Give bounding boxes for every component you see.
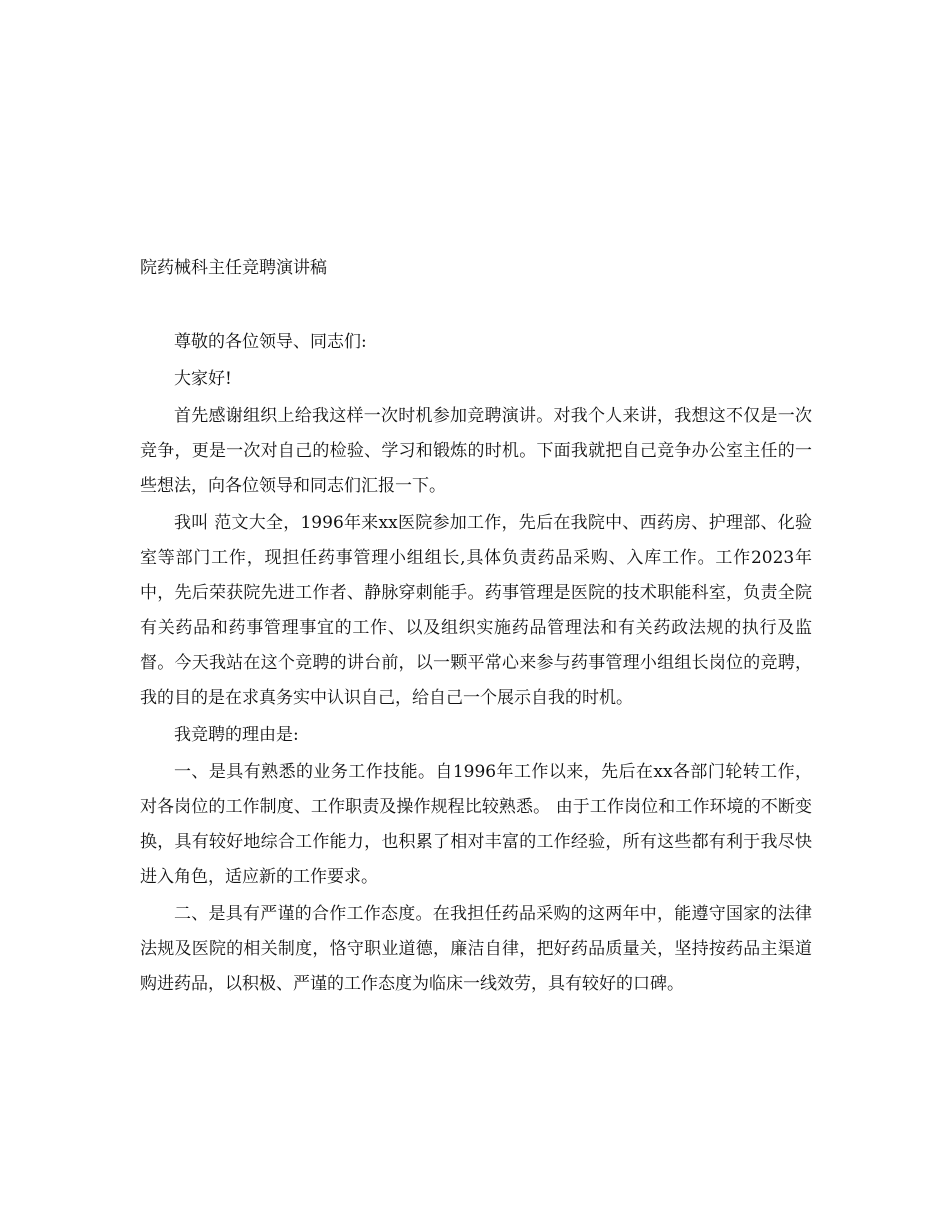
paragraph-greeting: 大家好! xyxy=(174,369,232,389)
paragraph-intro: 首先感谢组织上给我这样一次时机参加竞聘演讲。对我个人来讲，我想这不仅是一次竞争，更是一次对自己的检验、学习和锻炼的时机。下面我就把自己竞争办公室主任的一些想法，向各位领导和同志们汇报一下。 xyxy=(140,406,812,496)
paragraph-reason-two: 二、是具有严谨的合作工作态度。在我担任药品采购的这两年中，能遵守国家的法律法规及医院的相关制度，恪守职业道德，廉洁自律，把好药品质量关，坚持按药品主渠道购进药品，以积极、严谨的工作态度为临床一线效劳，具有较好的口碑。 xyxy=(140,904,812,994)
document-body xyxy=(140,325,812,1004)
paragraph-salutation: 尊敬的各位领导、同志们: xyxy=(174,332,367,352)
document-title: 院药械科主任竞聘演讲稿 xyxy=(140,258,327,278)
paragraph-reasons-heading: 我竞聘的理由是: xyxy=(174,725,299,745)
paragraph-self-introduction: 我叫 范文大全，1996年来xx医院参加工作，先后在我院中、西药房、护理部、化验室等部门工作，现担任药事管理小组组长,具体负责药品采购、入库工作。工作2023年中，先后荣获院先进工作者、静脉穿刺能手。药事管理是医院的技术职能科室，负责全院有关药品和药事管理事宜的工作、以及组织实施药品管理法和有关药政法规的执行及监督。今天我站在这个竞聘的讲台前，以一颗平常心来参与药事管理小组组长岗位的竞聘，我的目的是在求真务实中认识自己，给自己一个展示自我的时机。 xyxy=(140,513,812,708)
paragraph-reason-one: 一、是具有熟悉的业务工作技能。自1996年工作以来，先后在xx各部门轮转工作，对各岗位的工作制度、工作职责及操作规程比较熟悉。 由于工作岗位和工作环境的不断变换，具有较好地综合工作能力，也积累了相对丰富的工作经验，所有这些都有利于我尽快进入角色，适应新的工作要求。 xyxy=(140,762,812,887)
